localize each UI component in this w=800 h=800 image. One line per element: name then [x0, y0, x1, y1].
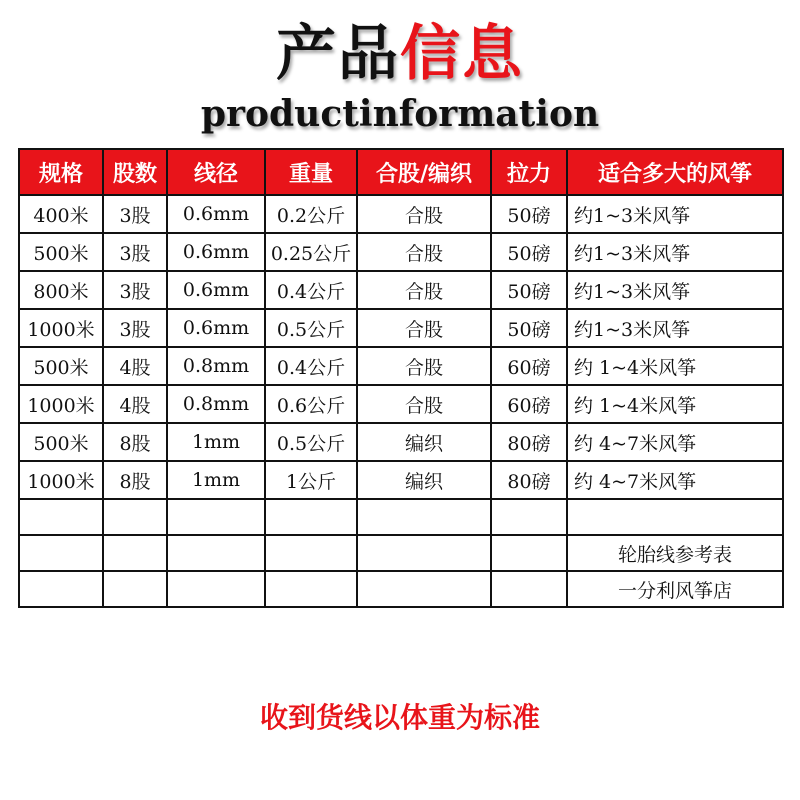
cell-weight: 0.4公斤 — [265, 347, 357, 385]
cell-type: 编织 — [357, 423, 491, 461]
page-title — [0, 18, 800, 90]
header-strands: 股数 — [103, 149, 167, 195]
cell-strands: 3股 — [103, 233, 167, 271]
cell-diameter: 1mm — [167, 461, 265, 499]
note-tire-line-reference: 轮胎线参考表 — [567, 535, 783, 571]
cell-weight: 1公斤 — [265, 461, 357, 499]
cell-type: 合股 — [357, 347, 491, 385]
cell-diameter: 0.6mm — [167, 195, 265, 233]
note-shop-name: 一分利风筝店 — [567, 571, 783, 607]
empty-cell — [19, 499, 103, 535]
cell-length: 500米 — [19, 423, 103, 461]
cell-length: 1000米 — [19, 309, 103, 347]
cell-tension: 50磅 — [491, 309, 567, 347]
cell-weight: 0.25公斤 — [265, 233, 357, 271]
empty-cell — [357, 571, 491, 607]
cell-kite-size: 约 1~4米风筝 — [567, 347, 783, 385]
empty-cell — [357, 499, 491, 535]
title-part-info: 信息 — [400, 19, 524, 89]
empty-cell — [265, 499, 357, 535]
cell-strands: 4股 — [103, 347, 167, 385]
header-weight: 重量 — [265, 149, 357, 195]
cell-weight: 0.2公斤 — [265, 195, 357, 233]
cell-diameter: 0.6mm — [167, 309, 265, 347]
header-spec: 规格 — [19, 149, 103, 195]
table-row — [19, 347, 783, 385]
empty-cell — [103, 535, 167, 571]
cell-length: 400米 — [19, 195, 103, 233]
cell-strands: 4股 — [103, 385, 167, 423]
cell-kite-size: 约1~3米风筝 — [567, 233, 783, 271]
cell-type: 合股 — [357, 309, 491, 347]
page-subtitle: productinformation — [200, 93, 600, 135]
cell-type: 合股 — [357, 195, 491, 233]
table-row — [19, 461, 783, 499]
cell-weight: 0.5公斤 — [265, 309, 357, 347]
cell-length: 500米 — [19, 347, 103, 385]
table-row — [19, 233, 783, 271]
header-diameter: 线径 — [167, 149, 265, 195]
cell-weight: 0.4公斤 — [265, 271, 357, 309]
cell-diameter: 1mm — [167, 423, 265, 461]
note-cell — [567, 499, 783, 535]
cell-length: 500米 — [19, 233, 103, 271]
cell-weight: 0.5公斤 — [265, 423, 357, 461]
table-row-empty — [19, 535, 783, 571]
cell-tension: 50磅 — [491, 233, 567, 271]
cell-strands: 8股 — [103, 423, 167, 461]
cell-type: 合股 — [357, 271, 491, 309]
cell-kite-size: 约 4~7米风筝 — [567, 423, 783, 461]
cell-kite-size: 约1~3米风筝 — [567, 271, 783, 309]
cell-weight: 0.6公斤 — [265, 385, 357, 423]
table-row-empty — [19, 571, 783, 607]
footer-note: 收到货线以体重为标准 — [259, 701, 540, 734]
table-row — [19, 385, 783, 423]
cell-type: 合股 — [357, 233, 491, 271]
empty-cell — [103, 571, 167, 607]
cell-kite-size: 约 4~7米风筝 — [567, 461, 783, 499]
cell-tension: 60磅 — [491, 347, 567, 385]
empty-cell — [491, 535, 567, 571]
cell-diameter: 0.6mm — [167, 271, 265, 309]
header-tension: 拉力 — [491, 149, 567, 195]
cell-type: 合股 — [357, 385, 491, 423]
cell-strands: 3股 — [103, 271, 167, 309]
cell-length: 1000米 — [19, 385, 103, 423]
table-row — [19, 271, 783, 309]
table-row-empty — [19, 499, 783, 535]
empty-cell — [357, 535, 491, 571]
cell-diameter: 0.8mm — [167, 385, 265, 423]
table-row — [19, 195, 783, 233]
cell-strands: 3股 — [103, 195, 167, 233]
empty-cell — [167, 499, 265, 535]
empty-cell — [167, 535, 265, 571]
empty-cell — [103, 499, 167, 535]
empty-cell — [167, 571, 265, 607]
table-row — [19, 423, 783, 461]
empty-cell — [19, 535, 103, 571]
cell-kite-size: 约 1~4米风筝 — [567, 385, 783, 423]
cell-length: 1000米 — [19, 461, 103, 499]
header-type: 合股/编织 — [357, 149, 491, 195]
cell-length: 800米 — [19, 271, 103, 309]
cell-diameter: 0.6mm — [167, 233, 265, 271]
cell-strands: 3股 — [103, 309, 167, 347]
empty-cell — [265, 535, 357, 571]
cell-tension: 80磅 — [491, 423, 567, 461]
empty-cell — [491, 571, 567, 607]
empty-cell — [19, 571, 103, 607]
header-kite-size: 适合多大的风筝 — [567, 149, 783, 195]
table-header-row — [19, 149, 783, 195]
cell-tension: 80磅 — [491, 461, 567, 499]
table-row — [19, 309, 783, 347]
cell-tension: 50磅 — [491, 195, 567, 233]
empty-cell — [491, 499, 567, 535]
cell-diameter: 0.8mm — [167, 347, 265, 385]
empty-cell — [265, 571, 357, 607]
cell-tension: 60磅 — [491, 385, 567, 423]
title-part-product: 产品 — [276, 19, 400, 89]
cell-kite-size: 约1~3米风筝 — [567, 195, 783, 233]
cell-kite-size: 约1~3米风筝 — [567, 309, 783, 347]
cell-type: 编织 — [357, 461, 491, 499]
spec-table — [18, 148, 784, 608]
cell-tension: 50磅 — [491, 271, 567, 309]
cell-strands: 8股 — [103, 461, 167, 499]
